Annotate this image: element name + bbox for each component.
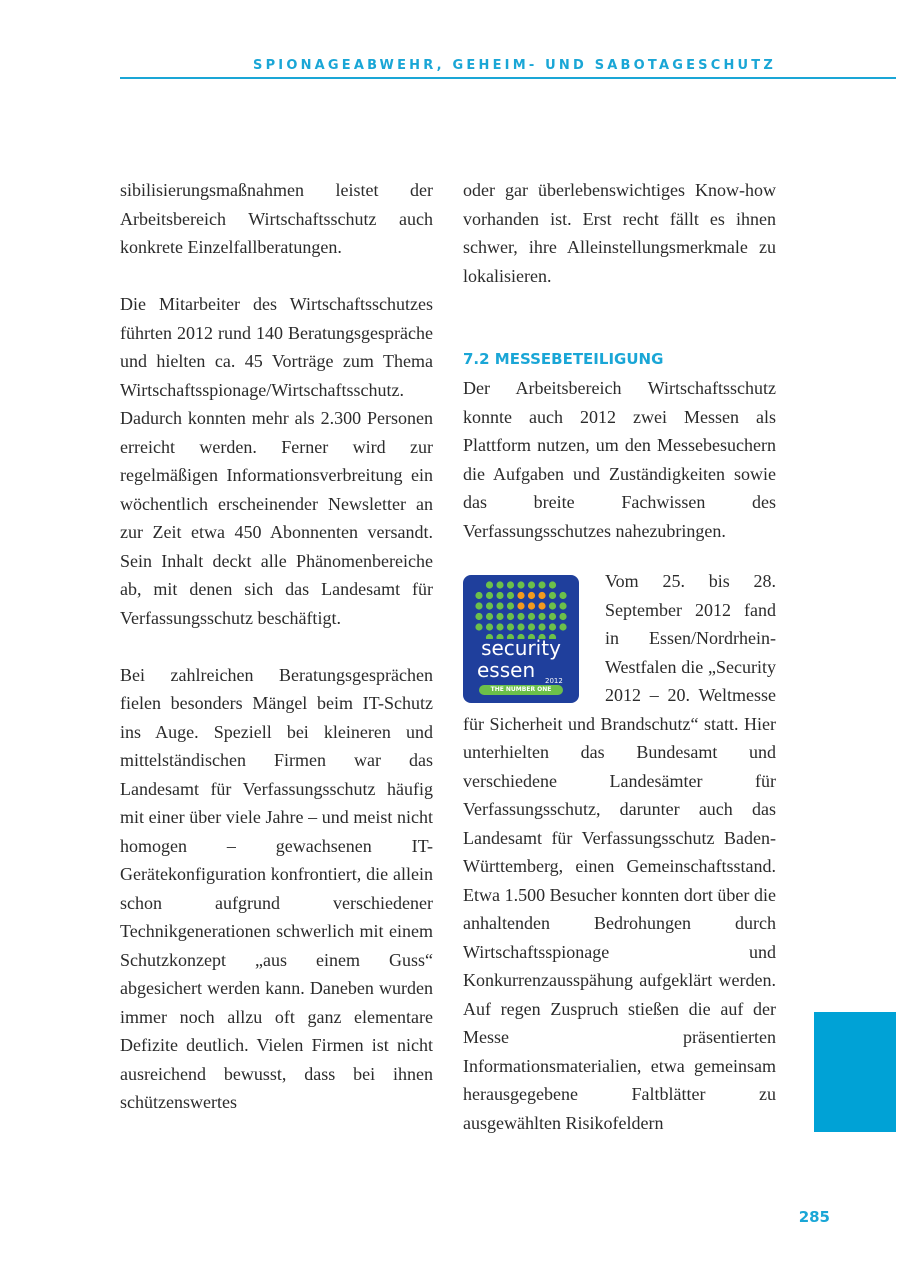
section-paragraph: Der Arbeitsbereich Wirtschaftsschutz konnte auch 2012 zwei Messen als Plattform nutzen, um den Messebesuchern die Aufgaben und Zuständigkeiten sowie das breite Fachwissen des Verfassungsschutzes nahezubringen. (463, 378, 776, 541)
logo-dot (517, 623, 524, 630)
logo-dot (475, 592, 482, 599)
logo-dot (549, 581, 556, 588)
section-heading: 7.2 MESSEBETEILIGUNG (463, 350, 664, 368)
header-rule (120, 77, 896, 79)
logo-dot (528, 602, 535, 609)
logo-year: 2012 (545, 677, 563, 685)
logo-dot (507, 623, 514, 630)
logo-dot (538, 581, 545, 588)
logo-dot (486, 581, 493, 588)
logo-dot (528, 581, 535, 588)
logo-dot (517, 581, 524, 588)
logo-dot (486, 602, 493, 609)
running-title: SPIONAGEABWEHR, GEHEIM- UND SABOTAGESCHUTZ (253, 58, 776, 73)
logo-dot (507, 592, 514, 599)
logo-dot (549, 592, 556, 599)
right-intro-paragraph: oder gar überlebenswichtiges Know-how vorhanden ist. Erst recht fällt es ihnen schwer, ihre Alleinstellungsmerkmale zu lokalisieren. (463, 180, 776, 286)
logo-dot (486, 613, 493, 620)
left-paragraph-1: sibilisierungsmaßnahmen leistet der Arbeitsbereich Wirtschaftsschutz auch konkrete Einzelfallberatungen. (120, 180, 433, 257)
logo-dot (507, 613, 514, 620)
logo-dot (559, 613, 566, 620)
logo-dot (496, 613, 503, 620)
logo-tagline: THE NUMBER ONE (479, 685, 563, 695)
logo-dot (496, 623, 503, 630)
logo-dot (507, 581, 514, 588)
logo-dot (559, 623, 566, 630)
logo-dot (496, 602, 503, 609)
logo-dot (486, 623, 493, 630)
logo-dot (475, 613, 482, 620)
logo-dot (475, 623, 482, 630)
logo-dot (538, 602, 545, 609)
security-essen-logo (463, 575, 579, 703)
logo-dot (549, 602, 556, 609)
logo-dot (517, 592, 524, 599)
logo-dot (486, 592, 493, 599)
logo-dot-grid (475, 581, 567, 639)
logo-dot (549, 613, 556, 620)
float-paragraph: Vom 25. bis 28. September 2012 fand in Essen/Nordrhein-Westfalen die „Security 2012 – 20. Weltmesse für Sicherheit und Brandschutz“ statt. Hier unterhielten das Bundesamt und verschiedene Landesämter für Verfassungsschutz, darunter auch das Landesamt für Verfassungsschutz Baden-Württemberg, einen Gemeinschaftsstand. Etwa 1.500 Besucher konnten dort über die anhaltenden Bedrohungen durch Wirtschaftsspionage und Konkurrenzausspähung aufgeklärt werden. Auf regen Zuspruch stießen die auf der Messe präsentierten Informationsmaterialien, etwa gemeinsam herausgegebene Faltblätter zu ausgewählten Risikofeldern (463, 571, 776, 1133)
page-number: 285 (798, 1208, 830, 1226)
logo-word-essen: essen (477, 658, 536, 682)
logo-dot (496, 592, 503, 599)
logo-dot (496, 581, 503, 588)
left-paragraph-3: Bei zahlreichen Beratungsgesprächen fielen besonders Mängel beim IT-Schutz ins Auge. Speziell bei kleineren und mittelständischen Firmen war das Landesamt für Verfassungsschutz häufig mit einer über viele Jahre – und meist nicht homogen – gewachsenen IT-Gerätekonfiguration konfrontiert, die allein schon aufgrund verschiedener Technikgenerationen schwerlich mit einem Schutzkonzept „aus einem Guss“ abgesichert werden kann. Daneben wurden immer noch allzu oft ganz elementare Defizite deutlich. Vielen Firmen ist nicht ausreichend bewusst, dass bei ihnen schützenswertes (120, 664, 433, 1112)
logo-dot (559, 592, 566, 599)
logo-dot (559, 602, 566, 609)
logo-dot (517, 602, 524, 609)
logo-dot (538, 623, 545, 630)
logo-dot (528, 592, 535, 599)
right-column (463, 176, 776, 1137)
logo-dot (549, 623, 556, 630)
logo-dot (507, 602, 514, 609)
logo-dot (538, 613, 545, 620)
chapter-side-tab (814, 1012, 896, 1132)
logo-dot (528, 623, 535, 630)
logo-word-security: security (481, 636, 561, 660)
logo-dot (528, 613, 535, 620)
logo-dot (517, 613, 524, 620)
logo-dot (538, 592, 545, 599)
left-column (120, 176, 433, 1117)
left-paragraph-2: Die Mitarbeiter des Wirtschaftsschutzes führten 2012 rund 140 Beratungsgespräche und hielten ca. 45 Vorträge zum Thema Wirtschaftsspionage/Wirtschaftsschutz. Dadurch konnten mehr als 2.300 Personen erreicht werden. Ferner wird zur regelmäßigen Informationsverbreitung ein wöchentlich erscheinender Newsletter an zur Zeit etwa 450 Abonnenten versandt. Sein Inhalt deckt alle Phänomenbereiche ab, mit denen sich das Landesamt für Verfassungsschutz beschäftigt. (120, 294, 433, 628)
logo-dot (475, 602, 482, 609)
